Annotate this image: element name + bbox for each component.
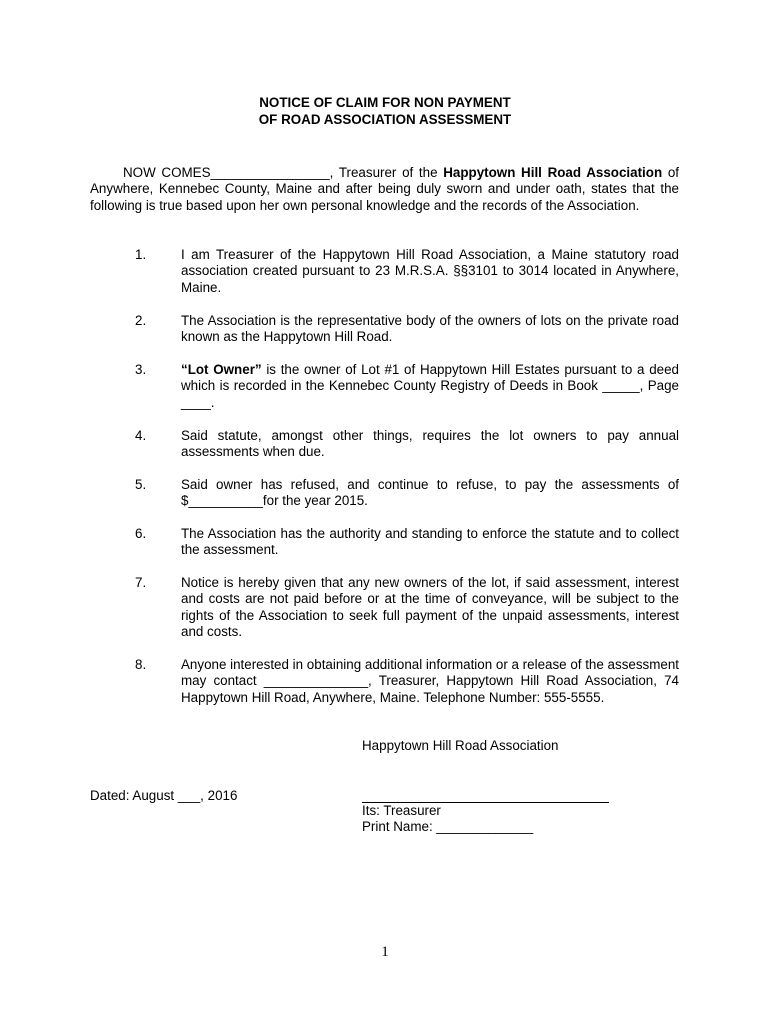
item-number: 8.	[135, 657, 147, 672]
list-item	[90, 313, 679, 346]
intro-paragraph	[90, 165, 679, 214]
signing-organization: Happytown Hill Road Association	[362, 738, 559, 753]
intro-rest: of Anywhere, Kennebec County, Maine and after being duly sworn and under oath, states that the following is true based upon her own personal knowledge and the records of the Association.	[90, 165, 680, 213]
dated-line: Dated: August ___, 2016	[90, 788, 238, 803]
title-line-1: NOTICE OF CLAIM FOR NON PAYMENT	[259, 95, 511, 110]
item-text: Said statute, amongst other things, requires the lot owners to pay annual assessments when due.	[181, 428, 679, 460]
item-text: “Lot Owner” is the owner of Lot #1 of Happytown Hill Estates pursuant to a deed which is recorded in the Kennebec County Registry of Deeds in Book _____, Page ____.	[181, 362, 679, 410]
association-name: Happytown Hill Road Association	[443, 165, 663, 180]
list-item	[90, 362, 679, 411]
item-text: Said owner has refused, and continue to refuse, to pay the assessments of $__________for the year 2015.	[181, 477, 679, 509]
list-item	[90, 477, 679, 510]
signature-block	[362, 803, 533, 836]
item-text: The Association has the authority and standing to enforce the statute and to collect the assessment.	[181, 526, 679, 558]
item-text: Notice is hereby given that any new owners of the lot, if said assessment, interest and costs are not paid before or at the time of conveyance, will be subject to the rights of the Association to seek full payment of the unpaid assessments, interest and costs.	[181, 575, 679, 639]
list-item	[90, 247, 679, 296]
item-number: 6.	[135, 526, 147, 541]
item-number: 5.	[135, 477, 147, 492]
item-number: 4.	[135, 428, 147, 443]
signer-title: Its: Treasurer	[362, 803, 441, 818]
intro-lead: NOW COMES________________, Treasurer of the	[123, 165, 444, 180]
title-line-2: OF ROAD ASSOCIATION ASSESSMENT	[258, 112, 512, 127]
page-number: 1	[381, 944, 389, 960]
item-number: 3.	[135, 362, 147, 377]
item-text: Anyone interested in obtaining additional information or a release of the assessment may contact ______________, Treasurer, Happytown Hill Road Association, 74 Happytown Hill Road, Anywhere, Maine. Telephone Number: 555-5555.	[181, 657, 679, 705]
item-text: I am Treasurer of the Happytown Hill Road Association, a Maine statutory road association created pursuant to 23 M.R.S.A. §§3101 to 3014 located in Anywhere, Maine.	[181, 247, 679, 295]
list-item	[90, 526, 679, 559]
lot-owner-term: “Lot Owner”	[181, 362, 262, 377]
list-item	[90, 428, 679, 461]
item-number: 7.	[135, 575, 147, 590]
list-item	[90, 575, 679, 640]
item-text: The Association is the representative body of the owners of lots on the private road known as the Happytown Hill Road.	[181, 313, 679, 345]
print-name-line: Print Name: _____________	[362, 819, 534, 835]
item-number: 2.	[135, 313, 147, 328]
list-item	[90, 657, 679, 706]
document-title	[0, 94, 770, 128]
item-number: 1.	[135, 247, 147, 262]
